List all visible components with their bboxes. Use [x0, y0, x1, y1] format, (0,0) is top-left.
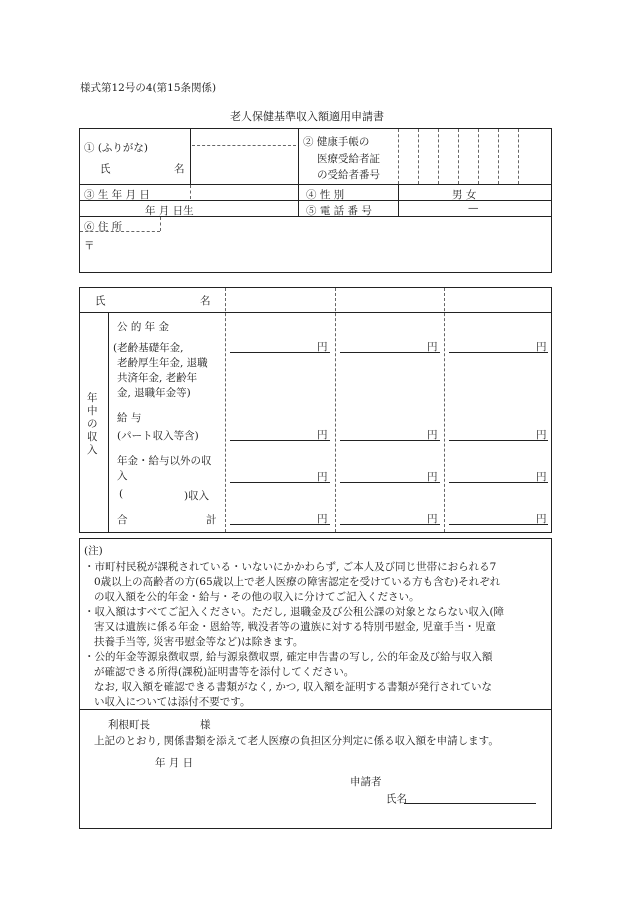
pension-line-5: 金, 退職年金等) — [117, 387, 191, 399]
pension-line-1: 公 的 年 金 — [117, 321, 170, 333]
addressee: 利根町長 — [108, 719, 150, 731]
name-label-1: 氏 — [100, 163, 111, 175]
income-name-label-1: 氏 — [95, 295, 106, 307]
note-line: 0歳以上の高齢者の方(65歳以上で老人医療の障害認定を受けている方も含む)それぞれ — [94, 576, 501, 588]
birth-date: 年 月 日生 — [145, 205, 194, 217]
income-name-label-2: 名 — [200, 295, 211, 307]
sex-label: ④ 性 別 — [306, 189, 345, 201]
other-income-line-1: 年金・給与以外の収 — [117, 455, 212, 467]
address-label: ⑥ 住 所 — [84, 221, 123, 233]
custom-income-close: )収入 — [184, 490, 210, 502]
furigana-label: ① (ふりがな) — [84, 142, 149, 154]
insurance-label-1: ② 健康手帳の — [303, 136, 370, 148]
yen-label: 円 — [317, 513, 328, 525]
yen-label: 円 — [427, 341, 438, 353]
yen-label: 円 — [317, 341, 328, 353]
note-line: 害又は遺族に係る年金・恩給等, 戦没者等の遺族に対する特別弔慰金, 児童手当・児童 — [94, 621, 496, 633]
name-label-2: 名 — [174, 163, 185, 175]
notes-heading: (注) — [84, 545, 103, 557]
salary-line-1: 給 与 — [117, 412, 142, 424]
yen-label: 円 — [427, 471, 438, 483]
total-label-1: 合 — [117, 514, 128, 526]
note-line: 扶養手当等, 災害弔慰金等など)は除きます。 — [94, 636, 304, 648]
yen-label: 円 — [536, 471, 547, 483]
total-label-2: 計 — [206, 514, 217, 526]
insurance-label-3: の受給者番号 — [317, 169, 380, 181]
note-line: なお, 収入額を確認できる書類がなく, かつ, 収入額を証明する書類が発行されていな — [94, 681, 493, 693]
note-line: の収入額を公的年金・給与・その他の収入に分けてご記入ください。 — [94, 591, 420, 603]
custom-income-open: ( — [119, 488, 124, 500]
form-title: 老人保健基準収入額適用申請書 — [230, 110, 384, 123]
form-number: 様式第12号の4(第15条関係) — [80, 82, 217, 94]
phone-label: ⑤ 電 話 番 号 — [306, 205, 372, 217]
salary-line-2: (パート収入等含) — [117, 430, 199, 442]
note-line: ・公的年金等源泉徴収票, 給与源泉徴収票, 確定申告書の写し, 公的年金及び給与収入額 — [84, 651, 493, 663]
birth-label: ③ 生 年 月 日 — [84, 189, 150, 201]
honorific: 様 — [200, 719, 211, 731]
signature-label: 氏名 — [386, 793, 407, 805]
request-date[interactable]: 年 月 日 — [155, 757, 194, 769]
phone-value: — — [468, 202, 479, 214]
yen-label: 円 — [317, 471, 328, 483]
other-income-line-2: 入 — [117, 470, 128, 482]
signature-line[interactable] — [404, 803, 536, 804]
insurance-label-2: 医療受給者証 — [317, 153, 380, 165]
sex-options: 男 女 — [452, 189, 477, 201]
note-line: い収入については添付不要です。 — [94, 696, 251, 708]
yen-label: 円 — [317, 429, 328, 441]
yen-label: 円 — [536, 429, 547, 441]
applicant-label: 申請者 — [350, 776, 382, 788]
yen-label: 円 — [536, 341, 547, 353]
pension-line-4: 共済年金, 老齢年 — [117, 372, 198, 384]
request-statement: 上記のとおり, 関係書類を添えて老人医療の負担区分判定に係る収入額を申請します。 — [94, 735, 499, 747]
pension-line-2: (老齢基礎年金, — [113, 342, 184, 354]
postal-mark: 〒 — [84, 240, 95, 252]
yen-label: 円 — [427, 513, 438, 525]
yen-label: 円 — [427, 429, 438, 441]
income-side-label: 年中の収入 — [87, 392, 98, 456]
yen-label: 円 — [536, 513, 547, 525]
note-line: ・市町村民税が課税されている・いないにかかわらず, ご本人及び同じ世帯におられる7 — [84, 561, 497, 573]
note-line: ・収入額はすべてご記入ください。ただし, 退職金及び公租公課の対象とならない収入(障 — [84, 606, 505, 618]
pension-line-3: 老齢厚生年金, 退職 — [117, 357, 208, 369]
note-line: が確認できる所得(課税)証明書等を添付してください。 — [94, 666, 355, 678]
